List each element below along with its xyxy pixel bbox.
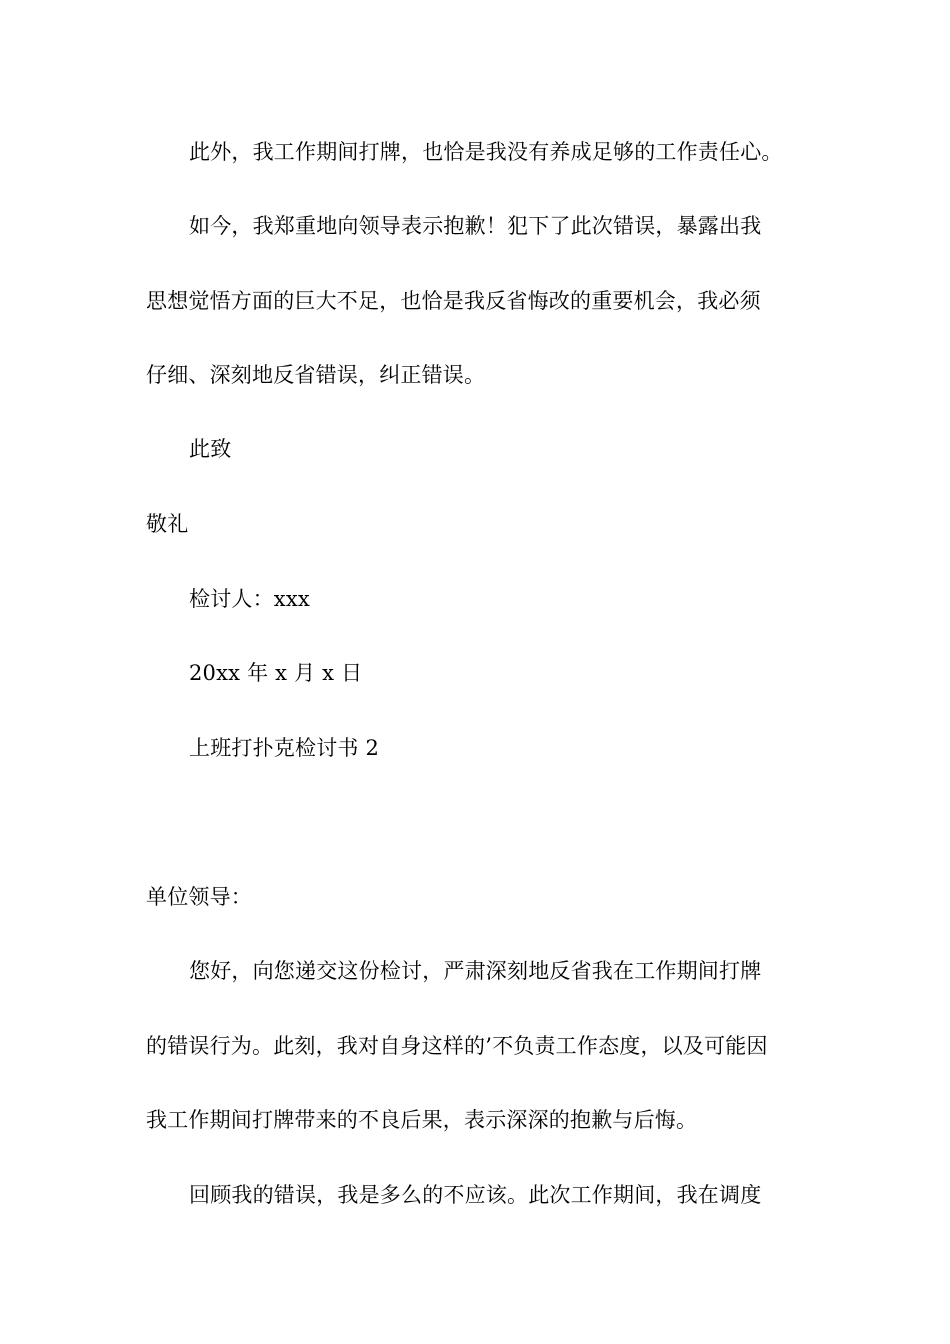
paragraph-line: 您好，向您递交这份检讨，严肃深刻地反省我在工作期间打牌 [189,959,762,983]
paragraph-line: 的错误行为。此刻，我对自身这样的’不负责工作态度，以及可能因 [146,1034,768,1058]
signature-date: 20xx 年 x 月 x 日 [189,661,363,685]
closing-salutation: 此致 [189,437,232,461]
paragraph-line: 回顾我的错误，我是多么的不应该。此次工作期间，我在调度 [189,1183,762,1207]
section-title: 上班打扑克检讨书 2 [189,736,380,760]
signature-author: 检讨人：xxx [189,587,310,611]
paragraph-line: 此外，我工作期间打牌，也恰是我没有养成足够的工作责任心。 [189,140,783,164]
closing-regards: 敬礼 [146,512,189,536]
paragraph-line: 我工作期间打牌带来的不良后果，表示深深的抱歉与后悔。 [146,1108,698,1132]
paragraph-line: 如今，我郑重地向领导表示抱歉！犯下了此次错误，暴露出我 [189,214,762,238]
paragraph-line: 仔细、深刻地反省错误，纠正错误。 [146,363,486,387]
addressee: 单位领导： [146,885,252,909]
paragraph-line: 思想觉悟方面的巨大不足，也恰是我反省悔改的重要机会，我必须 [146,289,761,313]
